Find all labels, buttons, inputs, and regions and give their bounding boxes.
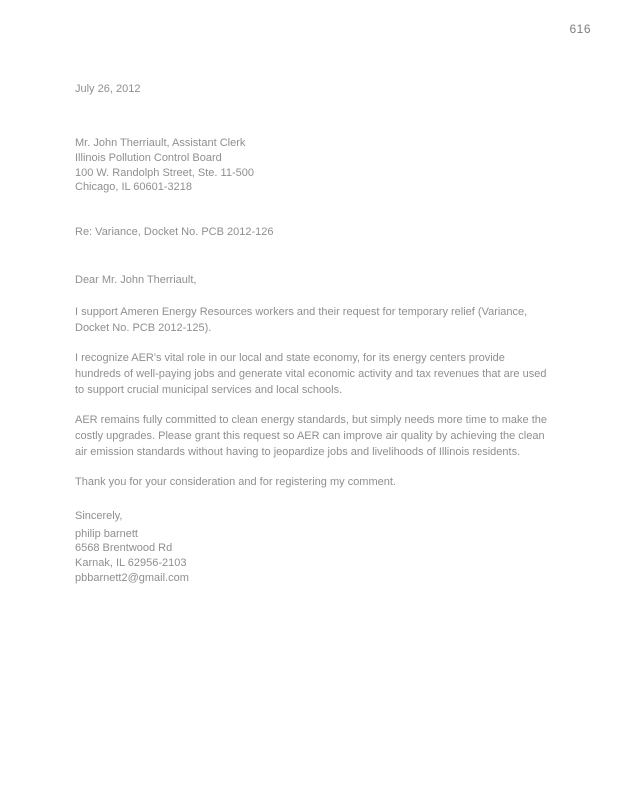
paragraph-thanks: Thank you for your consideration and for registering my comment.	[75, 475, 396, 488]
signer-name: philip barnett	[75, 527, 138, 540]
signer-email: pbbarnett2@gmail.com	[75, 572, 189, 585]
recipient-name: Mr. John Therriault, Assistant Clerk	[75, 136, 246, 149]
signature-block	[75, 527, 555, 586]
signer-street: 6568 Brentwood Rd	[75, 542, 173, 555]
paragraph-request: AER remains fully committed to clean energy standards, but simply needs more time to make the costly upgrades. Please grant this request so AER can improve air quality by achieving the clean air emission standards without having to jeopardize jobs and livelihoods of Illinois residents.	[75, 413, 547, 458]
salutation: Dear Mr. John Therriault,	[75, 274, 197, 287]
paragraph-support: I support Ameren Energy Resources workers and their request for temporary relief (Variance, Docket No. PCB 2012-125).	[75, 306, 528, 335]
closing: Sincerely,	[75, 509, 123, 522]
signer-city-state-zip: Karnak, IL 62956-2103	[75, 557, 187, 570]
paragraph-economy: I recognize AER's vital role in our local and state economy, for its energy centers provide hundreds of well-paying jobs and generate vital economic activity and tax revenues that are used to support crucial municipal services and local schools.	[75, 352, 547, 396]
recipient-city-state-zip: Chicago, IL 60601-3218	[75, 181, 193, 194]
letter-date: July 26, 2012	[75, 83, 141, 95]
letter-body	[75, 82, 555, 586]
recipient-address-block	[75, 136, 555, 195]
page-number: 616	[569, 22, 591, 36]
recipient-street: 100 W. Randolph Street, Ste. 11-500	[75, 166, 254, 179]
re-subject-line: Re: Variance, Docket No. PCB 2012-126	[75, 226, 274, 239]
recipient-organization: Illinois Pollution Control Board	[75, 151, 222, 164]
